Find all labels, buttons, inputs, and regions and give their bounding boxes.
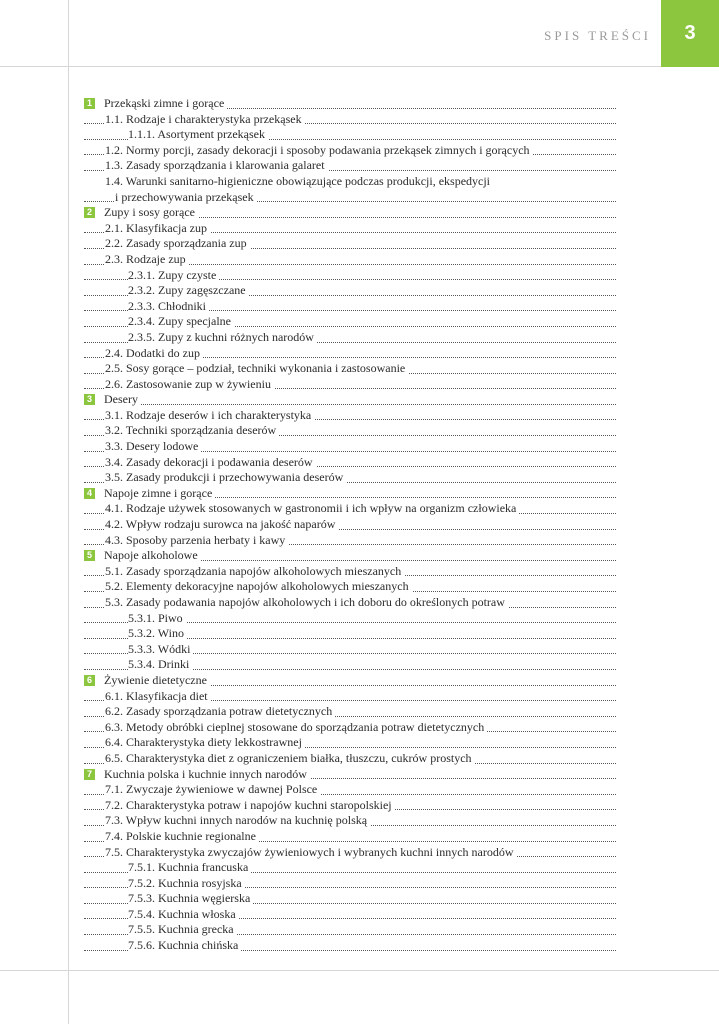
toc-entry[interactable]	[84, 860, 616, 876]
toc-entry[interactable]	[84, 517, 616, 533]
toc-entry-text: 1.4. Warunki sanitarno-higieniczne obowiązujące podczas produkcji, ekspedycji	[105, 173, 491, 188]
toc-entry-text: 7.5. Charakterystyka zwyczajów żywieniowych i wybranych kuchni innych narodów	[105, 844, 514, 859]
toc-entry-label	[105, 361, 408, 375]
toc-entry[interactable]	[84, 158, 616, 174]
toc-entry[interactable]	[84, 829, 616, 845]
toc-entry-label	[84, 486, 215, 500]
toc-entry-text: 2.3.4. Zupy specjalne	[128, 314, 231, 329]
toc-entry-label	[84, 392, 141, 406]
toc-entry[interactable]	[84, 689, 616, 705]
toc-entry-label	[128, 876, 245, 890]
chapter-number-badge: 4	[84, 488, 95, 499]
header-rule	[0, 66, 661, 67]
toc-entry[interactable]	[84, 283, 616, 299]
toc-entry-label	[105, 346, 203, 360]
toc-entry-text: 5.3.4. Drinki	[128, 657, 190, 672]
toc-entry-text: 5.2. Elementy dekoracyjne napojów alkoholowych mieszanych	[105, 579, 409, 594]
toc-entry[interactable]	[84, 377, 616, 393]
chapter-number-badge: 2	[84, 207, 95, 218]
toc-entry-label	[128, 314, 234, 328]
toc-entry-text: 7.5.1. Kuchnia francuska	[128, 860, 249, 875]
toc-entry-text: 4.3. Sposoby parzenia herbaty i kawy	[105, 532, 286, 547]
toc-entry-text: 5.1. Zasady sporządzania napojów alkoholowych mieszanych	[105, 563, 402, 578]
toc-entry-label	[105, 112, 305, 126]
toc-entry-label	[84, 205, 198, 219]
toc-chapter-entry[interactable]	[84, 486, 616, 502]
toc-entry[interactable]	[84, 938, 616, 954]
toc-entry[interactable]	[84, 642, 616, 658]
toc-entry-label	[105, 236, 250, 250]
toc-entry-label	[105, 579, 412, 593]
toc-entry-label	[105, 423, 279, 437]
toc-entry-label	[105, 470, 346, 484]
toc-entry[interactable]	[84, 268, 616, 284]
toc-entry-label	[84, 96, 227, 110]
toc-entry-text: 7.2. Charakterystyka potraw i napojów kuchni staropolskiej	[105, 797, 392, 812]
toc-entry-text: Przekąski zimne i gorące	[104, 96, 225, 110]
toc-entry-text: 2.6. Zastosowanie zup w żywieniu	[105, 376, 271, 391]
toc-entry-label	[115, 190, 257, 204]
toc-entry-text: 3.1. Rodzaje deserów i ich charakterystyka	[105, 407, 312, 422]
toc-chapter-entry[interactable]	[84, 673, 616, 689]
toc-entry-label	[105, 517, 338, 531]
toc-entry-text: 2.4. Dodatki do zup	[105, 345, 200, 360]
section-header-title: SPIS TREŚCI	[544, 28, 651, 43]
toc-entry[interactable]	[84, 439, 616, 455]
toc-entry-text: 6.5. Charakterystyka diet z ograniczeniem białka, tłuszczu, cukrów prostych	[105, 750, 472, 765]
toc-entry-text: 1.1.1. Asortyment przekąsek	[128, 127, 265, 142]
toc-entry-text: 3.2. Techniki sporządzania deserów	[105, 423, 277, 438]
toc-entry-text: 4.1. Rodzaje używek stosowanych w gastronomii i ich wpływ na organizm człowieka	[105, 501, 517, 516]
toc-entry-label	[105, 595, 508, 609]
chapter-number-badge: 5	[84, 550, 95, 561]
toc-entry-text: 2.3.2. Zupy zagęszczane	[128, 283, 246, 298]
table-of-contents	[84, 96, 616, 954]
toc-entry-text: 2.3.1. Zupy czyste	[128, 267, 217, 282]
toc-entry-text: 6.2. Zasady sporządzania potraw dietetycznych	[105, 704, 333, 719]
toc-entry-text: 2.3.3. Chłodniki	[128, 298, 207, 313]
toc-entry-label	[105, 439, 201, 453]
toc-entry-label	[128, 611, 186, 625]
toc-entry[interactable]	[84, 330, 616, 346]
toc-entry-label	[128, 626, 187, 640]
toc-entry-label	[105, 813, 370, 827]
toc-entry[interactable]	[84, 579, 616, 595]
toc-entry-text: 6.3. Metody obróbki cieplnej stosowane do sporządzania potraw dietetycznych	[105, 719, 485, 734]
toc-entry-label	[128, 907, 239, 921]
toc-entry[interactable]	[84, 299, 616, 315]
toc-entry-label	[128, 860, 251, 874]
footer-rule	[0, 970, 719, 971]
toc-entry-text: 5.3.2. Wino	[128, 626, 184, 641]
toc-entry-text: 2.3.5. Zupy z kuchni różnych narodów	[128, 329, 314, 344]
toc-entry[interactable]	[84, 314, 616, 330]
toc-entry[interactable]	[84, 595, 616, 611]
toc-entry-text: 6.4. Charakterystyka diety lekkostrawnej	[105, 735, 302, 750]
toc-chapter-entry[interactable]	[84, 205, 616, 221]
toc-entry[interactable]	[84, 221, 616, 237]
toc-entry-text: Napoje zimne i gorące	[104, 485, 213, 500]
toc-entry-text: 7.4. Polskie kuchnie regionalne	[105, 828, 256, 843]
toc-entry[interactable]	[84, 361, 616, 377]
toc-entry-label	[105, 252, 189, 266]
toc-entry[interactable]	[84, 533, 616, 549]
toc-entry-text: 4.2. Wpływ rodzaju surowca na jakość naparów	[105, 517, 336, 532]
toc-entry-label	[105, 845, 517, 859]
toc-entry-text: 7.3. Wpływ kuchni innych narodów na kuchnię polską	[105, 813, 368, 828]
toc-entry-label	[105, 158, 328, 172]
toc-entry[interactable]	[84, 782, 616, 798]
toc-entry-text: Napoje alkoholowe	[104, 548, 198, 563]
toc-entry-text: Desery	[104, 392, 138, 407]
toc-entry-label	[105, 782, 320, 796]
toc-entry[interactable]	[84, 423, 616, 439]
toc-entry[interactable]	[84, 813, 616, 829]
toc-entry-label	[105, 751, 475, 765]
toc-entry-label	[105, 704, 335, 718]
toc-entry-label	[105, 829, 259, 843]
toc-entry-label	[84, 767, 310, 781]
toc-entry-label	[128, 268, 219, 282]
toc-entry-text: 5.3.3. Wódki	[128, 641, 191, 656]
toc-entry-text: 2.1. Klasyfikacja zup	[105, 220, 207, 235]
toc-entry-label	[105, 798, 395, 812]
toc-entry-text: Kuchnia polska i kuchnie innych narodów	[104, 766, 307, 781]
toc-chapter-entry[interactable]	[84, 548, 616, 564]
toc-entry-text: 2.2. Zasady sporządzania zup	[105, 236, 247, 251]
toc-entry-label	[128, 330, 317, 344]
toc-entry-text: Zupy i sosy gorące	[104, 205, 195, 220]
toc-chapter-entry[interactable]	[84, 96, 616, 112]
toc-chapter-entry[interactable]	[84, 392, 616, 408]
toc-entry[interactable]	[84, 891, 616, 907]
toc-entry-label	[105, 221, 210, 235]
toc-entry-label	[128, 922, 237, 936]
page-number: 3	[684, 22, 696, 44]
toc-entry-text: 7.1. Zwyczaje żywieniowe w dawnej Polsce	[105, 782, 318, 797]
toc-entry[interactable]	[84, 907, 616, 923]
toc-entry-text: 3.3. Desery lodowe	[105, 439, 199, 454]
toc-entry-text: 3.4. Zasady dekoracji i podawania deserów	[105, 454, 313, 469]
toc-entry[interactable]	[84, 346, 616, 362]
toc-entry-label	[105, 720, 487, 734]
toc-entry-label	[128, 283, 249, 297]
chapter-number-badge: 6	[84, 675, 95, 686]
toc-entry-label	[105, 564, 404, 578]
toc-entry-text: 7.5.3. Kuchnia węgierska	[128, 891, 251, 906]
toc-entry-label	[128, 938, 241, 952]
toc-entry[interactable]	[84, 611, 616, 627]
toc-entry-text: 7.5.4. Kuchnia włoska	[128, 906, 236, 921]
toc-entry-label	[128, 299, 209, 313]
toc-entry-text: 1.2. Normy porcji, zasady dekoracji i sposoby podawania przekąsek zimnych i gorących	[105, 142, 530, 157]
toc-entry-text: 5.3.1. Piwo	[128, 610, 183, 625]
toc-entry-label	[128, 657, 192, 671]
toc-entry-text: 5.3. Zasady podawania napojów alkoholowych i ich doboru do określonych potraw	[105, 595, 505, 609]
toc-entry[interactable]	[84, 845, 616, 861]
toc-entry[interactable]	[84, 501, 616, 517]
toc-entry-label	[105, 501, 519, 515]
toc-entry[interactable]	[84, 455, 616, 471]
chapter-number-badge: 3	[84, 394, 95, 405]
margin-rule-vertical	[68, 0, 69, 1024]
toc-entry-label	[105, 735, 305, 749]
toc-entry-text: 3.5. Zasady produkcji i przechowywania deserów	[105, 470, 344, 485]
chapter-number-badge: 1	[84, 98, 95, 109]
toc-entry-label	[128, 642, 193, 656]
toc-entry-label	[105, 455, 316, 469]
toc-entry-text: 7.5.2. Kuchnia rosyjska	[128, 875, 242, 890]
toc-entry-label	[105, 689, 211, 703]
dot-leader	[84, 404, 616, 405]
toc-entry-text: 7.5.5. Kuchnia grecka	[128, 922, 234, 937]
toc-entry-label	[105, 377, 274, 391]
toc-entry[interactable]	[84, 720, 616, 736]
toc-entry-text: 1.1. Rodzaje i charakterystyka przekąsek	[105, 111, 302, 126]
toc-entry-text: 6.1. Klasyfikacja diet	[105, 688, 208, 703]
toc-entry[interactable]	[84, 112, 616, 128]
toc-entry-text: 1.3. Zasady sporządzania i klarowania galaret	[105, 158, 325, 173]
toc-entry[interactable]	[84, 798, 616, 814]
toc-entry[interactable]	[84, 190, 616, 206]
toc-entry-label	[84, 673, 210, 687]
toc-entry-label	[128, 127, 268, 141]
toc-entry[interactable]	[84, 751, 616, 767]
toc-entry-label	[84, 548, 201, 562]
toc-entry-text: i przechowywania przekąsek	[115, 189, 254, 204]
toc-entry[interactable]	[84, 735, 616, 751]
toc-entry-text: 7.5.6. Kuchnia chińska	[128, 938, 239, 953]
toc-entry[interactable]	[84, 252, 616, 268]
toc-entry-label	[105, 408, 314, 422]
toc-entry[interactable]	[84, 564, 616, 580]
page-number-badge	[661, 0, 719, 67]
toc-entry-label	[128, 891, 253, 905]
toc-entry[interactable]	[84, 174, 616, 190]
toc-entry-text: Żywienie dietetyczne	[104, 672, 207, 687]
toc-entry-text: 2.3. Rodzaje zup	[105, 251, 186, 266]
toc-chapter-entry[interactable]	[84, 767, 616, 783]
toc-entry[interactable]	[84, 127, 616, 143]
toc-entry-label	[105, 143, 533, 157]
toc-entry[interactable]	[84, 876, 616, 892]
toc-entry[interactable]	[84, 143, 616, 159]
toc-entry[interactable]	[84, 408, 616, 424]
toc-entry-label	[105, 533, 288, 547]
toc-entry[interactable]	[84, 657, 616, 673]
chapter-number-badge: 7	[84, 769, 95, 780]
toc-entry[interactable]	[84, 470, 616, 486]
toc-entry[interactable]	[84, 626, 616, 642]
toc-entry-text: 2.5. Sosy gorące – podział, techniki wykonania i zastosowanie	[105, 361, 406, 376]
toc-entry[interactable]	[84, 236, 616, 252]
toc-entry[interactable]	[84, 704, 616, 720]
toc-entry[interactable]	[84, 922, 616, 938]
toc-entry-label	[105, 174, 493, 188]
